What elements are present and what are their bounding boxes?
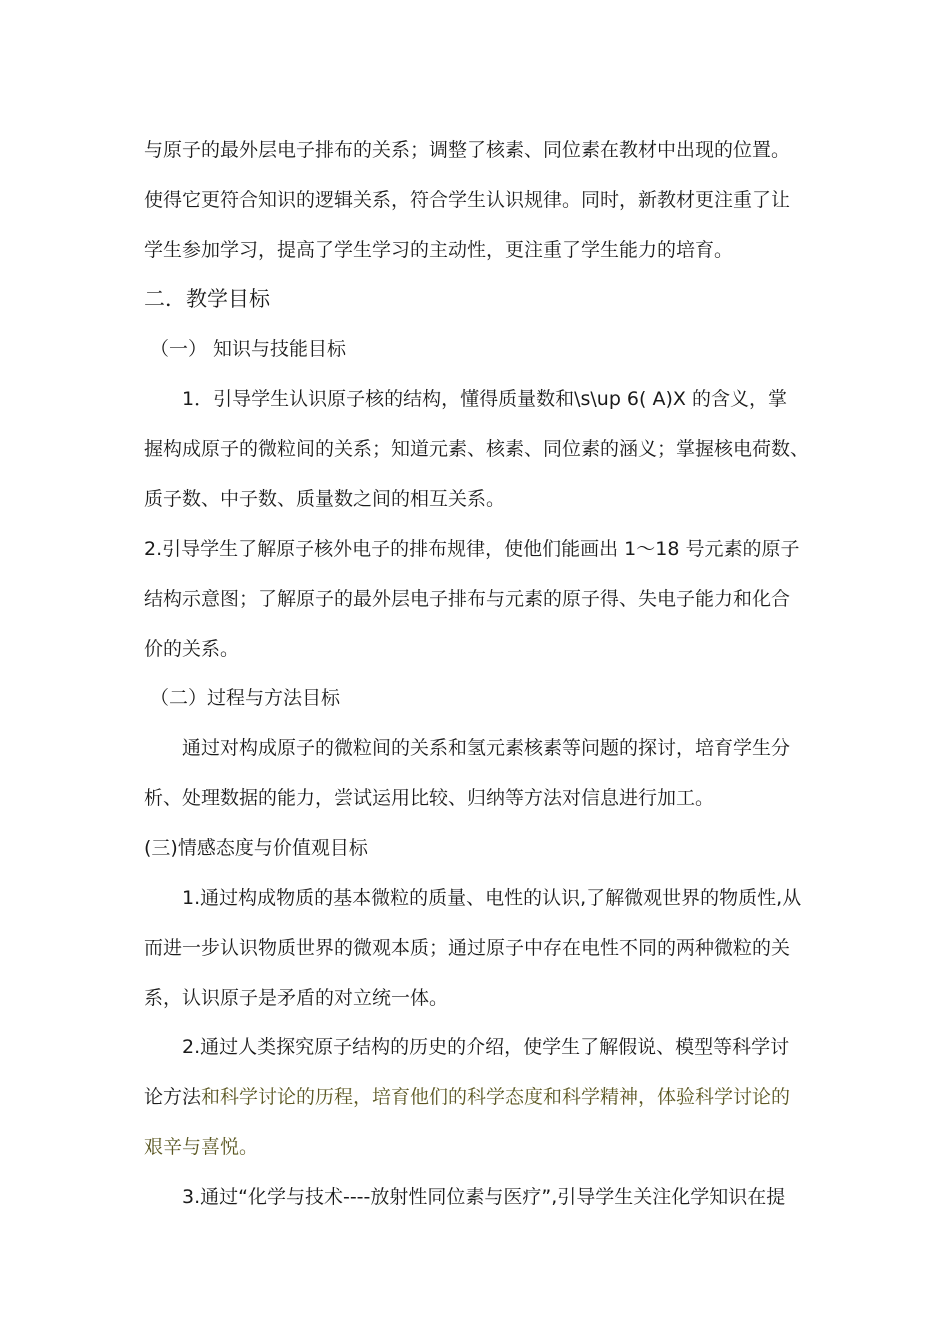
knowledge-skills-heading: （一） 知识与技能目标 [150,338,347,360]
knowledge-item1-line-2: 握构成原子的微粒间的关系；知道元素、核素、同位素的涵义；掌握核电荷数、 [144,438,810,460]
intro-line-2: 使得它更符合知识的逻辑关系，符合学生认识规律。同时，新教材更注重了让 [144,189,791,211]
values-item2-line-3: 艰辛与喜悦。 [144,1136,259,1158]
values-item2-line-1: 2.通过人类探究原子结构的历史的介绍，使学生了解假说、模型等科学讨 [182,1036,790,1058]
knowledge-item2-line-1: 2.引导学生了解原子核外电子的排布规律，使他们能画出 1～18 号元素的原子 [144,538,800,560]
values-item2-plain-text: 论方法 [144,1086,202,1108]
values-item1-line-2: 而进一步认识物质世界的微观本质；通过原子中存在电性不同的两种微粒的关 [144,937,791,959]
knowledge-item2-line-3: 价的关系。 [144,638,240,660]
values-item2-highlighted-text: 和科学讨论的历程，培育他们的科学态度和科学精神，体验科学讨论的 [201,1086,791,1108]
intro-line-1: 与原子的最外层电子排布的关系；调整了核素、同位素在教材中出现的位置。 [144,139,791,161]
intro-line-3: 学生参加学习，提高了学生学习的主动性，更注重了学生能力的培育。 [144,239,734,261]
knowledge-item2-line-2: 结构示意图；了解原子的最外层电子排布与元素的原子得、失电子能力和化合 [144,588,791,610]
knowledge-item1-line-1: 1．引导学生认识原子核的结构，懂得质量数和\s\up 6( A)X 的含义，掌 [182,388,787,410]
values-heading: (三)情感态度与价值观目标 [144,837,368,859]
values-item1-line-1: 1.通过构成物质的基本微粒的质量、电性的认识,了解微观世界的物质性,从 [182,887,802,909]
knowledge-item1-line-3: 质子数、中子数、质量数之间的相互关系。 [144,488,506,510]
values-item3-line-1: 3.通过“化学与技术----放射性同位素与医疗”,引导学生关注化学知识在提 [182,1186,786,1208]
process-body-line-1: 通过对构成原子的微粒间的关系和氢元素核素等问题的探讨，培育学生分 [182,737,791,759]
values-item2-line-2 [144,1084,790,1110]
values-item1-line-3: 系，认识原子是矛盾的对立统一体。 [144,987,449,1009]
process-methods-heading: （二）过程与方法目标 [150,687,341,709]
process-body-line-2: 析、处理数据的能力，尝试运用比较、归纳等方法对信息进行加工。 [144,787,715,809]
section-title: 二．教学目标 [144,287,270,311]
